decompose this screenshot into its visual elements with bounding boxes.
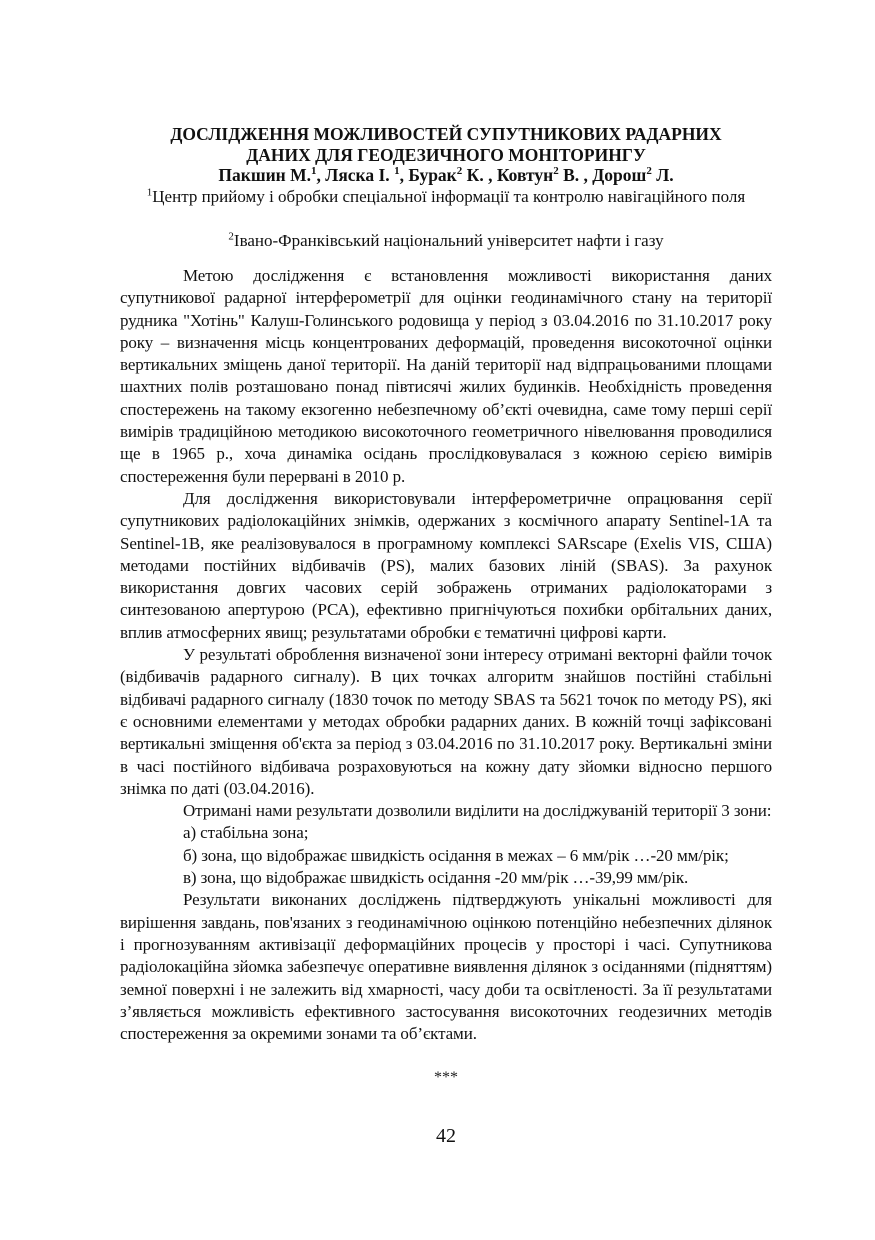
author-name: Бурак bbox=[408, 165, 457, 185]
paragraph-zones-intro: Отримані нами результати дозволили виділити на досліджуваній території 3 зони: bbox=[183, 801, 772, 821]
affiliation-text: Центр прийому і обробки спеціальної інформації та контролю навігаційного поля bbox=[152, 187, 746, 206]
author-affiliation-mark: 1 bbox=[311, 165, 317, 178]
page-number: 42 bbox=[436, 1125, 456, 1147]
affiliation-1 bbox=[120, 186, 772, 207]
author-name: Ковтун bbox=[496, 165, 554, 185]
author-separator: , bbox=[316, 165, 326, 185]
affiliation-2 bbox=[120, 230, 772, 251]
zone-list-item: а) стабільна зона; bbox=[183, 823, 309, 843]
author-affiliation-mark: 2 bbox=[646, 165, 652, 178]
paragraph-conclusion: Результати виконаних досліджень підтверджують унікальні можливості для вирішення завдань, пов'язаних з геодинамічною оцінкою потенційно небезпечних ділянок і прогнозуванням активізації деформаційних процесів у просторі і часі. Супутникова радіолокаційна зйомка забезпечує оперативне виявлення ділянок з осіданнями (підняттям) земної поверхні і не залежить від хмарності, часу доби та освітленості. За її результатами з’являється можливість ефективного застосування високоточних геодезичних методів спостереження за окремими зонами та об’єктами. bbox=[120, 890, 772, 1044]
author-name: Дорош bbox=[592, 165, 647, 185]
paragraph-purpose: Метою дослідження є встановлення можливості використання даних супутникової радарної інтерферометрії для оцінки геодинамічного стану на території рудника "Хотінь" Калуш-Голинського родовища у період з 03.04.2016 по 31.10.2017 року року – визначення місць концентрованих деформацій, проведення високоточної оцінки вертикальних зміщень даної території. На даній території над відпрацьованими площами шахтних полів розташовано понад півтисячі жилих будинків. Необхідність проведення спостережень на такому екзогенно небезпечному об’єкті очевидна, саме тому перші серії вимірів традиційною методикою високоточного геометричного нівелювання проводилися ще в 1965 р., хоча динаміка осідань прослідковувалася з кожною серією вимірів спостереження були перервані в 2010 р. bbox=[120, 266, 772, 486]
author-separator: Л. bbox=[651, 165, 674, 185]
author-separator: К. , bbox=[462, 165, 497, 185]
paragraph-processing: У результаті оброблення визначеної зони інтересу отримані векторні файли точок (відбивачів радарного сигналу). В цих точках алгоритм знайшов постійні стабільні відбивачі радарного сигналу (1830 точок по методу SBAS та 5621 точок по методу PS), які є основними елементами у методах обробки радарних даних. В кожній точці зафіксовані вертикальні зміщення об'єкта за період з 03.04.2016 по 31.10.2017 року. Вертикальні зміни в часі постійного відбивача розраховуються на кожну дату зйомки відносно першого знімка по даті (03.04.2016). bbox=[120, 645, 772, 798]
author-separator: , bbox=[399, 165, 409, 185]
paragraph-method: Для дослідження використовували інтерферометричне опрацювання серії супутникових радіолокаційних знімків, одержаних з космічного апарату Sentinel-1A та Sentinel-1B, яке реалізовувалося в програмному комплексі SARscape (Exelis VIS, США) методами постійних відбивачів (PS), малих базових ліній (SBAS). За рахунок використання довгих часових серій зображень отриманих радіолокаторами з синтезованою апертурою (РСА), ефективно пригнічуються похибки орбітальних даних, вплив атмосферних явищ; результатами обробки є тематичні цифрові карти. bbox=[120, 488, 772, 642]
title-line-1: ДОСЛІДЖЕННЯ МОЖЛИВОСТЕЙ СУПУТНИКОВИХ РАДАРНИХ bbox=[170, 124, 722, 144]
author-name: Пакшин М. bbox=[218, 165, 312, 185]
abstract-body bbox=[120, 265, 772, 1045]
author-affiliation-mark: 2 bbox=[456, 165, 463, 178]
zone-list-item: в) зона, що відображає швидкість осідання -20 мм/рік …-39,99 мм/рік. bbox=[183, 868, 689, 888]
author-affiliation-mark: 2 bbox=[553, 165, 559, 178]
author-separator: В. , bbox=[558, 165, 593, 185]
author-list bbox=[120, 164, 772, 186]
affiliation-mark: 2 bbox=[228, 230, 234, 243]
zone-list-item: б) зона, що відображає швидкість осідання в межах – 6 мм/рік …-20 мм/рік; bbox=[183, 845, 729, 865]
affiliation-text: Івано-Франківський національний університет нафти і газу bbox=[233, 231, 664, 250]
author-name: Ляска І. bbox=[325, 165, 395, 185]
affiliation-mark: 1 bbox=[146, 186, 153, 199]
author-affiliation-mark: 1 bbox=[394, 165, 400, 178]
title-line-2: ДАНИХ ДЛЯ ГЕОДЕЗИЧНОГО МОНІТОРИНГУ bbox=[246, 145, 646, 165]
section-separator: *** bbox=[434, 1069, 458, 1086]
paper-title bbox=[120, 124, 772, 166]
